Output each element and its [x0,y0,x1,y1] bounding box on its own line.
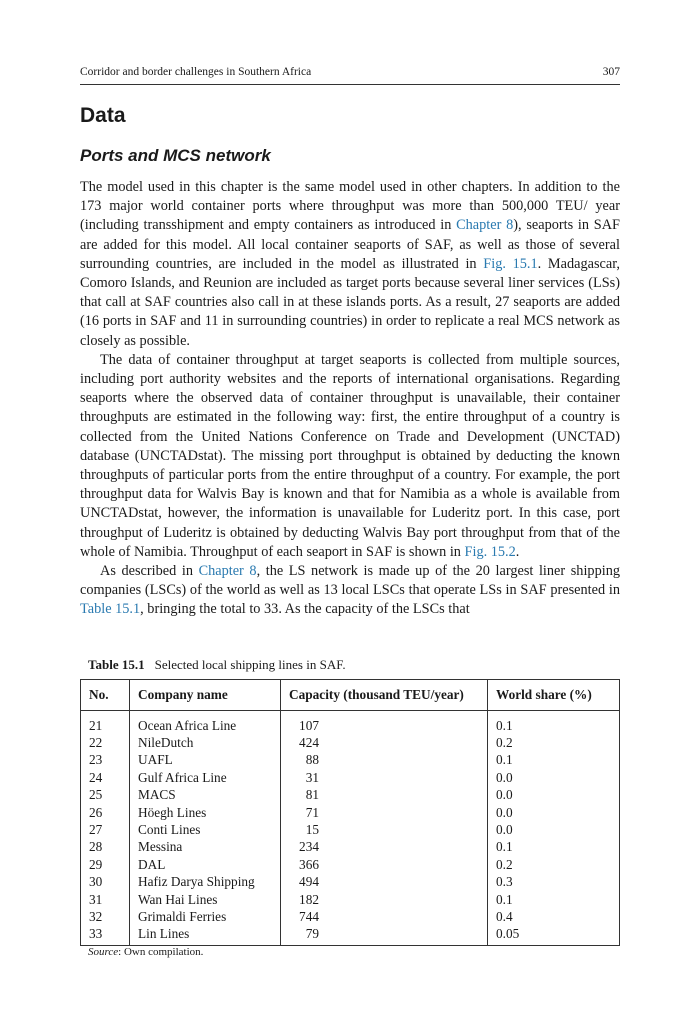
world-share-cell: 0.2 [496,856,513,872]
table-caption-text: Selected local shipping lines in SAF. [154,657,346,672]
capacity-cell: 71 [281,804,488,821]
world-share-cell: 0.0 [496,769,513,785]
company-name-cell: Höegh Lines [130,804,281,821]
table-row [81,769,620,786]
world-share-cell: 0.1 [496,717,513,733]
row-number-cell: 30 [81,874,130,891]
table-row [81,908,620,925]
company-name-cell: Gulf Africa Line [130,769,281,786]
world-share-cell: 0.0 [496,787,513,803]
world-share-cell: 0.3 [496,874,513,890]
table-row [81,856,620,873]
subsection-title: Ports and MCS network [80,146,271,165]
row-number-cell: 28 [81,839,130,856]
row-number-cell: 27 [81,821,130,838]
xref-chapter-8-link[interactable]: Chapter 8 [456,217,514,234]
capacity-cell: 182 [281,891,488,908]
world-share-cell: 0.0 [496,822,513,838]
capacity-cell: 744 [281,908,488,925]
company-name-cell: Wan Hai Lines [130,891,281,908]
row-number-cell: 32 [81,908,130,925]
table-row [81,874,620,891]
page-number: 307 [602,66,620,78]
company-name-cell: Lin Lines [130,926,281,946]
world-share-cell: 0.1 [496,891,513,907]
company-name-cell: Conti Lines [130,821,281,838]
table-row [81,891,620,908]
company-name-cell: DAL [130,856,281,873]
table-body [81,711,620,946]
capacity-cell: 15 [281,821,488,838]
table-row [81,839,620,856]
data-table [80,679,620,946]
world-share-cell: 0.2 [496,735,513,751]
row-number-cell: 25 [81,787,130,804]
company-name-cell: Ocean Africa Line [130,711,281,735]
capacity-cell: 31 [281,769,488,786]
shipping-lines-table [80,679,620,946]
company-name-cell: Grimaldi Ferries [130,908,281,925]
row-number-cell: 33 [81,926,130,946]
company-name-cell: MACS [130,787,281,804]
table-source-note [88,946,203,958]
capacity-cell: 424 [281,734,488,751]
company-name-cell: NileDutch [130,734,281,751]
world-share-cell: 0.1 [496,752,513,768]
row-number-cell: 21 [81,711,130,735]
running-head-title: Corridor and border challenges in Southern Africa [80,66,312,78]
column-header: World share (%) [488,680,620,711]
capacity-cell: 88 [281,752,488,769]
row-number-cell: 26 [81,804,130,821]
capacity-cell: 494 [281,874,488,891]
table-row [81,752,620,769]
running-head [80,64,620,85]
row-number-cell: 31 [81,891,130,908]
company-name-cell: Messina [130,839,281,856]
column-header: Company name [130,680,281,711]
world-share-cell: 0.05 [496,926,520,942]
table-row [81,804,620,821]
world-share-cell: 0.4 [496,908,513,924]
xref-table-15-1-link[interactable]: Table 15.1 [80,601,141,618]
company-name-cell: Hafiz Darya Shipping [130,874,281,891]
source-text: : Own compilation. [118,946,204,958]
column-header: No. [81,680,130,711]
table-row [81,734,620,751]
body-text [80,178,620,620]
table-row [81,787,620,804]
table-row [81,926,620,946]
row-number-cell: 29 [81,856,130,873]
xref-fig-15-1-link[interactable]: Fig. 15.1 [483,255,538,272]
column-header: Capacity (thousand TEU/year) [281,680,488,711]
row-number-cell: 23 [81,752,130,769]
paragraph-3: As described in Chapter 8, the LS network is made up of the 20 largest liner shipping companies (LSCs) of the world as well as 13 local LSCs that operate LSs in SAF presented in Table 15.1, bringing the total to 33. As the capacity of the LSCs that [80,563,620,618]
table-number: Table 15.1 [88,657,145,672]
company-name-cell: UAFL [130,752,281,769]
capacity-cell: 79 [281,926,488,946]
xref-chapter-8-link[interactable]: Chapter 8 [198,563,257,580]
table-caption [88,657,346,673]
table-row [81,821,620,838]
paragraph-1: The model used in this chapter is the same model used in other chapters. In addition to the 173 major world container ports where throughput was more than 500,000 TEU/ year (including transshipment and empty containers as introduced in Chapter 8), seaports in SAF are added for this model. All local container seaports of SAF, as well as those of several surrounding countries, are included in the model as illustrated in Fig. 15.1. Madagascar, Comoro Islands, and Reunion are included as target ports because several liner services (LSs) that call at SAF countries also call in at these islands ports. As a result, 27 seaports are added (16 ports in SAF and 11 in surrounding countries) in order to replicate a real MCS network as closely as possible. [80,179,620,349]
table-row [81,711,620,735]
capacity-cell: 81 [281,787,488,804]
row-number-cell: 24 [81,769,130,786]
capacity-cell: 234 [281,839,488,856]
paragraph-2: The data of container throughput at target seaports is collected from multiple sources, including port authority websites and the reports of international organisations. Regarding seaports where the observed data of container throughput is unavailable, their container throughputs are estimated in the following way: first, the entire throughput of a country is collected from the United Nations Conference on Trade and Development (UNCTAD) database (UNCTADstat). The missing port throughput is obtained by deducting the known throughputs of particular ports from the entire throughput of a country. For example, the port throughput data for Walvis Bay is known and that for Namibia as a whole is available from UNCTADstat, however, the information is unavailable for Luderitz port. In this case, port throughput of Luderitz is obtained by deducting Walvis Bay port throughput from that of the whole of Namibia. Throughput of each seaport in SAF is shown in Fig. 15.2. [80,351,620,560]
xref-fig-15-2-link[interactable]: Fig. 15.2 [464,543,516,560]
capacity-cell: 366 [281,856,488,873]
world-share-cell: 0.0 [496,804,513,820]
row-number-cell: 22 [81,734,130,751]
table-header-row [81,680,620,711]
capacity-cell: 107 [281,711,488,735]
world-share-cell: 0.1 [496,839,513,855]
source-label: Source [88,946,119,958]
section-title: Data [80,104,126,127]
